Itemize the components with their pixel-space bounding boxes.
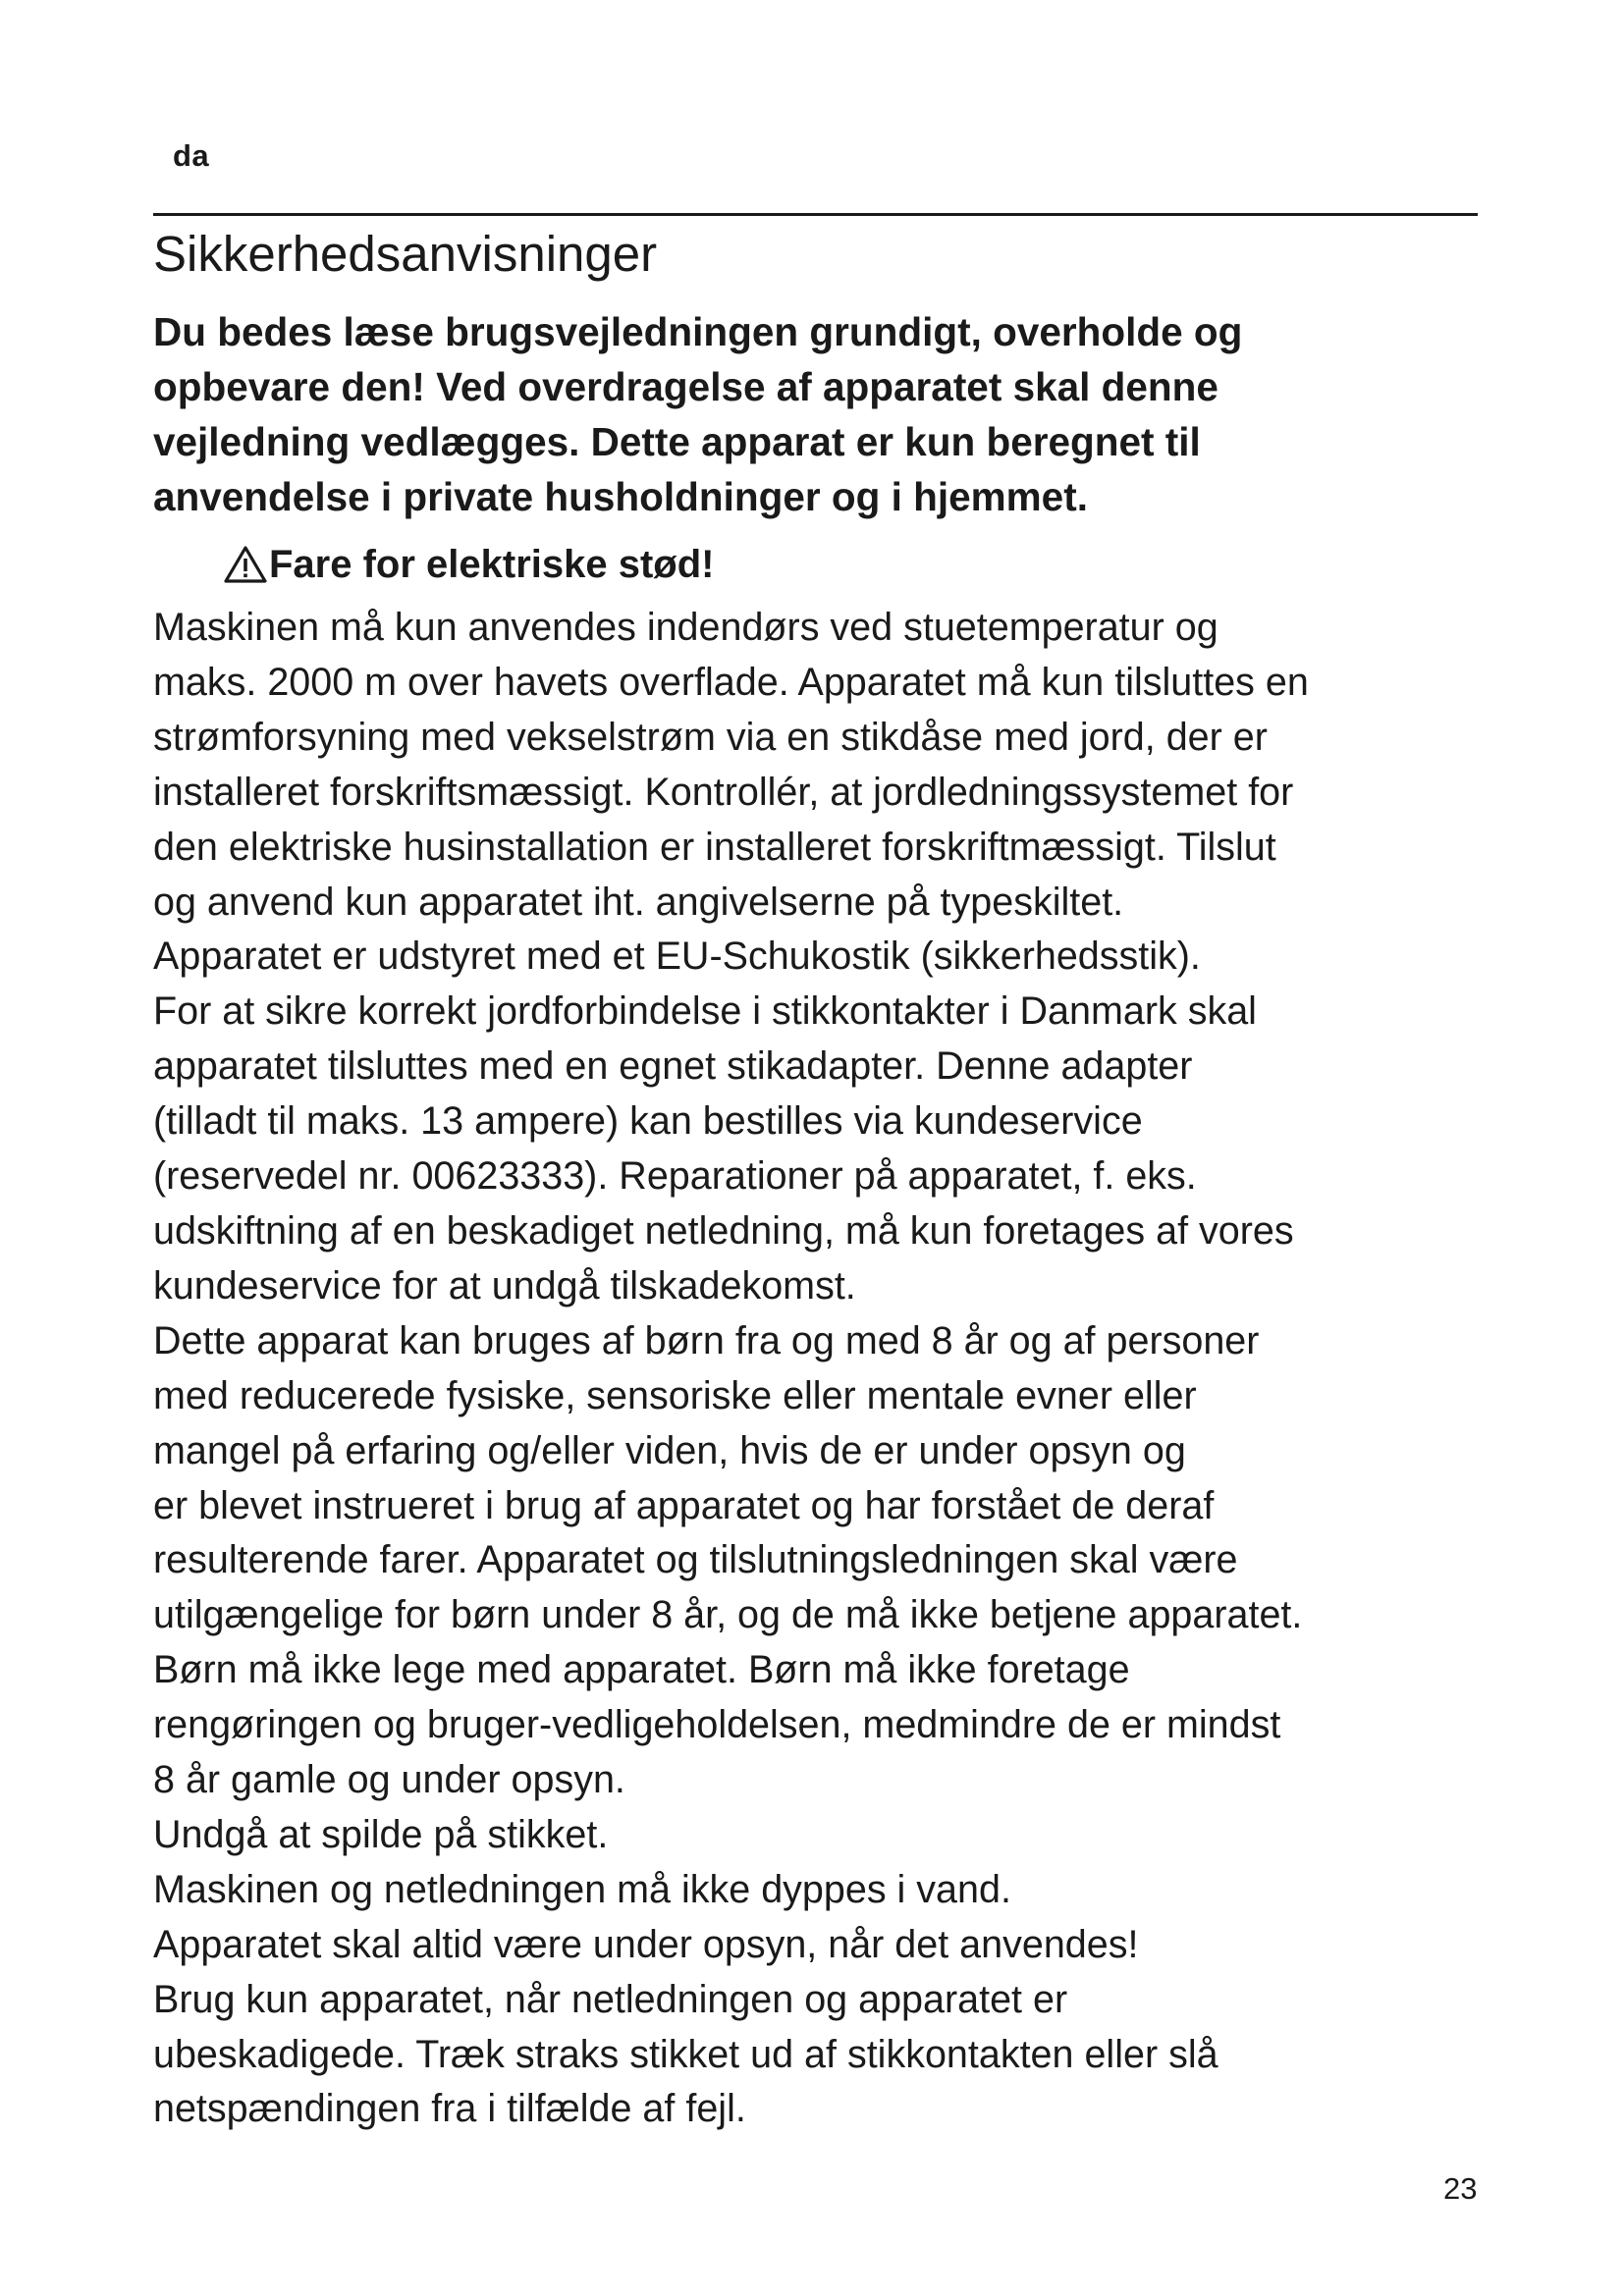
safety-body: [153, 601, 1508, 2137]
language-code: da: [173, 138, 210, 173]
body-line: utilgængelige for børn under 8 år, og de må ikke betjene apparatet.: [153, 1593, 1303, 1637]
body-line: Undgå at spilde på stikket.: [153, 1812, 609, 1856]
warning-label: Fare for elektriske stød!: [269, 543, 715, 586]
body-line: Børn må ikke lege med apparatet. Børn må ikke foretage: [153, 1648, 1130, 1692]
body-line: og anvend kun apparatet iht. angivelserne på typeskiltet.: [153, 880, 1124, 924]
body-line: Apparatet skal altid være under opsyn, når det anvendes!: [153, 1922, 1139, 1966]
body-line: netspændingen fra i tilfælde af fejl.: [153, 2087, 746, 2131]
body-line: kundeservice for at undgå tilskadekomst.: [153, 1263, 856, 1308]
intro-line: vejledning vedlægges. Dette apparat er kun beregnet til: [153, 419, 1201, 464]
header-divider: [153, 213, 1478, 216]
body-line: mangel på erfaring og/eller viden, hvis de er under opsyn og: [153, 1428, 1186, 1472]
intro-line: Du bedes læse brugsvejledningen grundigt, overholde og: [153, 309, 1243, 354]
body-line: strømforsyning med vekselstrøm via en stikdåse med jord, der er: [153, 715, 1268, 759]
body-line: (reservedel nr. 00623333). Reparationer på apparatet, f. eks.: [153, 1154, 1197, 1199]
body-line: maks. 2000 m over havets overflade. Apparatet må kun tilsluttes en: [153, 660, 1309, 704]
body-line: Dette apparat kan bruges af børn fra og med 8 år og af personer: [153, 1318, 1260, 1362]
body-line: installeret forskriftsmæssigt. Kontrollér, at jordledningssystemet for: [153, 770, 1294, 814]
body-line: resulterende farer. Apparatet og tilslutningsledningen skal være: [153, 1538, 1238, 1582]
body-line: apparatet tilsluttes med en egnet stikadapter. Denne adapter: [153, 1044, 1193, 1089]
body-line: Maskinen må kun anvendes indendørs ved stuetemperatur og: [153, 606, 1218, 649]
body-line: Maskinen og netledningen må ikke dyppes i vand.: [153, 1867, 1011, 1911]
body-line: For at sikre korrekt jordforbindelse i stikkontakter i Danmark skal: [153, 989, 1257, 1034]
body-line: Apparatet er udstyret med et EU-Schukostik (sikkerhedsstik).: [153, 934, 1201, 979]
page-number: 23: [1443, 2171, 1478, 2206]
body-line: med reducerede fysiske, sensoriske eller mentale evner eller: [153, 1373, 1197, 1417]
body-line: Brug kun apparatet, når netledningen og apparatet er: [153, 1977, 1068, 2021]
page-title: Sikkerhedsanvisninger: [153, 226, 658, 282]
intro-line: opbevare den! Ved overdragelse af apparatet skal denne: [153, 364, 1218, 409]
body-line: den elektriske husinstallation er installeret forskriftmæssigt. Tilslut: [153, 825, 1276, 869]
body-line: udskiftning af en beskadiget netledning, må kun foretages af vores: [153, 1208, 1294, 1253]
body-line: rengøringen og bruger-vedligeholdelsen, medmindre de er mindst: [153, 1703, 1281, 1747]
warning-triangle-icon: [224, 545, 267, 584]
intro-paragraph: [153, 304, 1489, 524]
body-line: ubeskadigede. Træk straks stikket ud af stikkontakten eller slå: [153, 2032, 1218, 2076]
body-line: 8 år gamle og under opsyn.: [153, 1758, 625, 1802]
body-line: er blevet instrueret i brug af apparatet og har forstået de deraf: [153, 1483, 1215, 1527]
body-line: (tilladt til maks. 13 ampere) kan bestilles via kundeservice: [153, 1099, 1143, 1144]
intro-line: anvendelse i private husholdninger og i hjemmet.: [153, 474, 1088, 519]
warning-heading: [224, 540, 715, 589]
